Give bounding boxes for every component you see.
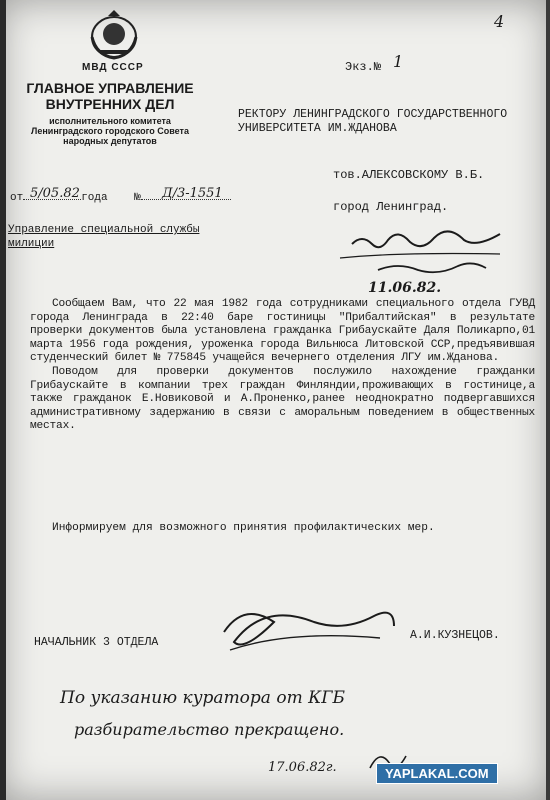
letterhead-subtitle: исполнительного комитета Ленинградского городского Совета народных депутатов (31, 116, 189, 146)
addressee-city: город Ленинград. (333, 200, 449, 214)
department-line1: Управление специальной службы (8, 224, 200, 236)
letterhead-title-line1: ГЛАВНОЕ УПРАВЛЕНИЕ (26, 80, 194, 96)
letter-body (30, 298, 535, 434)
addressee-organization: РЕКТОРУ ЛЕНИНГРАДСКОГО ГОСУДАРСТВЕННОГО УНИВЕРСИТЕТА ИМ.ЖДАНОВА (238, 108, 508, 135)
handwritten-note-date: 17.06.82г. (268, 760, 337, 775)
corner-mark: 4 (494, 12, 505, 31)
addressee-person: тов.АЛЕКСОВСКОМУ В.Б. (333, 168, 485, 182)
copy-label: Экз.№ (345, 60, 382, 74)
signatory-position: НАЧАЛЬНИК 3 ОТДЕЛА (34, 636, 159, 649)
outgoing-number: Д/3-1551 (162, 186, 223, 201)
body-paragraph-3: Информируем для возможного принятия профилактических мер. (52, 522, 435, 534)
handwritten-note-line1: По указанию куратора от КГБ (60, 688, 346, 708)
from-label: от (10, 192, 24, 204)
signatory-name: А.И.КУЗНЕЦОВ. (410, 629, 500, 642)
outgoing-date: 5/05.82 (30, 186, 80, 201)
handwritten-note-line2: разбирательство прекращено. (74, 720, 345, 739)
department-line2: милиции (8, 238, 55, 250)
year-label: года (81, 192, 108, 204)
letterhead-title-line2: ВНУТРЕННИХ ДЕЛ (45, 96, 175, 112)
watermark: YAPLAKAL.COM (376, 763, 498, 784)
ministry-name: МВД СССР (82, 62, 144, 73)
number-label: № (134, 192, 141, 204)
body-paragraph-1: Сообщаем Вам, что 22 мая 1982 года сотрудниками специального отдела ГУВД города Ленинграда в 22:40 баре гостиницы "Прибалтийская" в результате проверки документов была установлена гражданка Грибаускайте Даля Поликарпо,01 марта 1956 года рождения, уроженка города Вильнюса Литовской ССР,предъявившая студенческий билет № 775845 учащейся вечернего отделения ЛГУ им.Жданова. (30, 298, 535, 365)
copy-number: 1 (393, 52, 404, 71)
resolution-date: 11.06.82. (368, 280, 442, 296)
body-paragraph-2: Поводом для проверки документов послужило нахождение гражданки Грибаускайте в компании трех граждан Финляндии,проживающих в гостинице,а также гражданок Е.Новиковой и А.Проненко,ранее неоднократно подвергавшихся административному задержанию в связи с аморальным поведением в общественных местах. (30, 365, 535, 433)
